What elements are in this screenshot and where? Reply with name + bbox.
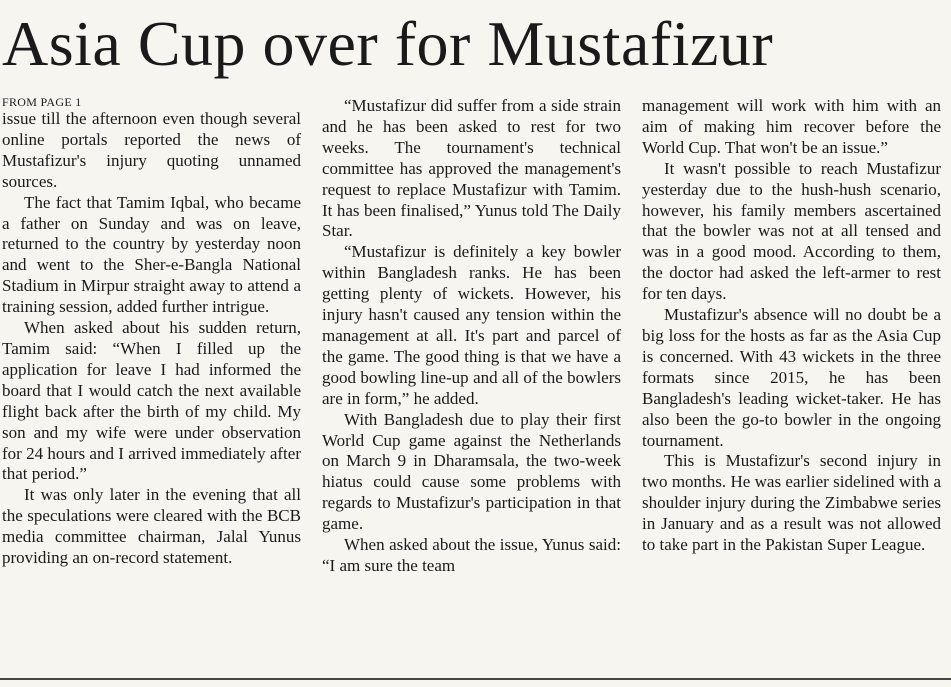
column-2 (322, 96, 621, 577)
paragraph: This is Mustafizur's second injury in two months. He was earlier sidelined with a shoulder injury during the Zimbabwe series in January and as a result was not allowed to take part in the Pakistan Super League. (642, 451, 941, 555)
paragraph: The fact that Tamim Iqbal, who became a father on Sunday and was on leave, returned to the country by yesterday noon and went to the Sher-e-Bangla National Stadium in Mirpur straight away to attend a training session, added further intrigue. (2, 192, 301, 317)
article-body (0, 96, 951, 676)
paragraph: “Mustafizur is definitely a key bowler within Bangladesh ranks. He has been getting plenty of wickets. However, his injury hasn't caused any tension within the management at all. It's part and parcel of the game. The good thing is that we have a good bowling line-up and all of the bowlers are in form,” he added. (322, 242, 621, 408)
paragraph: issue till the afternoon even though several online portals reported the news of Mustafizur's injury quoting unnamed sources. (2, 109, 301, 191)
paragraph: With Bangladesh due to play their first World Cup game against the Netherlands on March 9 in Dharamsala, the two-week hiatus could cause some problems with regards to Mustafizur's participation in that game. (322, 409, 621, 534)
headline: Asia Cup over for Mustafizur (2, 8, 774, 79)
paragraph: When asked about the issue, Yunus said: “I am sure the team (322, 535, 621, 575)
paragraph: management will work with him with an aim of making him recover before the World Cup. That won't be an issue.” (642, 96, 941, 157)
paragraph: It wasn't possible to reach Mustafizur yesterday due to the hush-hush scenario, however, his family members ascertained that the bowler was not at all tensed and was in a good mood. According to them, the doctor had asked the left-armer to rest for ten days. (642, 158, 941, 304)
column-3 (642, 96, 941, 556)
paragraph: When asked about his sudden return, Tamim said: “When I filled up the application for leave I had informed the board that I would catch the next available flight back after the birth of my child. My son and my wife were under observation for 24 hours and I arrived immediately after that period.” (2, 318, 301, 484)
paragraph: Mustafizur's absence will no doubt be a big loss for the hosts as far as the Asia Cup is concerned. With 43 wickets in the three formats since 2015, he has been Bangladesh's leading wicket-taker. He has also been the go-to bowler in the ongoing tournament. (642, 305, 941, 450)
bottom-rule (0, 678, 951, 680)
column-1 (2, 96, 301, 569)
paragraph: “Mustafizur did suffer from a side strain and he has been asked to rest for two weeks. The tournament's technical committee has approved the management's request to replace Mustafizur with Tamim. It has been finalised,” Yunus told The Daily Star. (322, 96, 621, 241)
jump-label: FROM PAGE 1 (2, 95, 82, 109)
paragraph: It was only later in the evening that all the speculations were cleared with the BCB media committee chairman, Jalal Yunus providing an on-record statement. (2, 485, 301, 568)
